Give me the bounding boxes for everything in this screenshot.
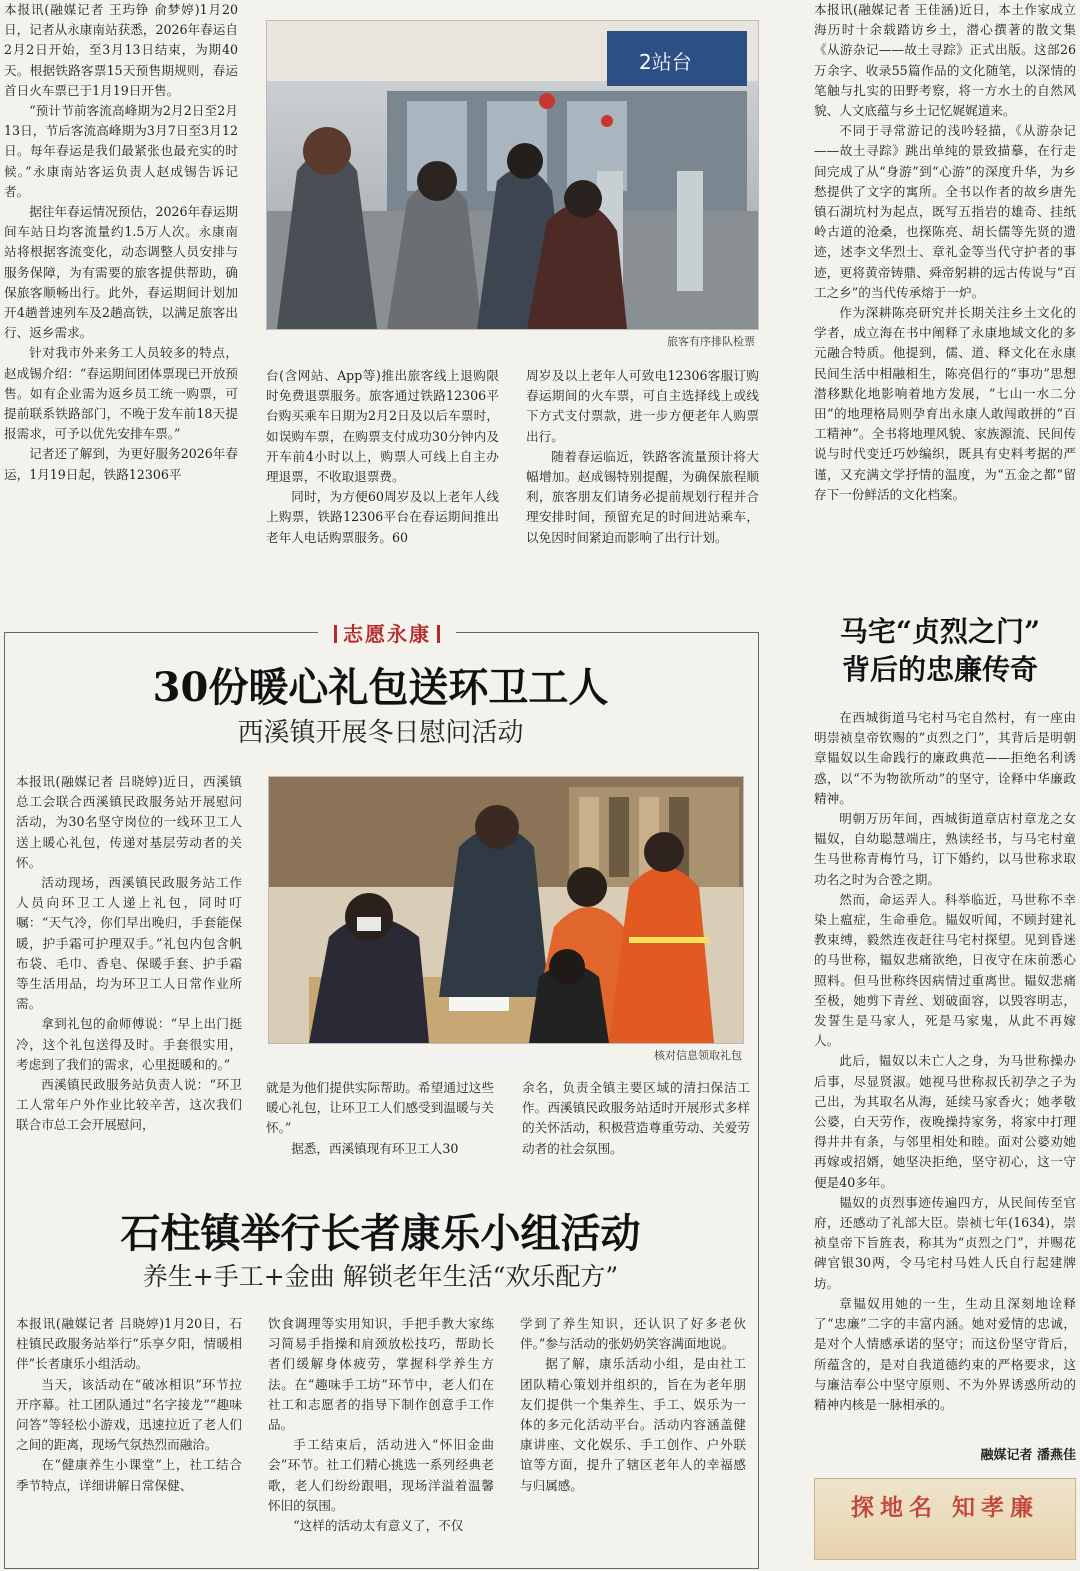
paragraph: “预计节前客流高峰期为2月2日至2月13日，节后客流高峰期为3月7日至3月12日。每年春运是我们最紧张也最充实的时候。”永康南站客运负责人赵成锡告诉记者。 xyxy=(4,103,238,199)
column-banner xyxy=(814,1478,1076,1560)
paragraph: 活动现场，西溪镇民政服务站工作人员向环卫工人递上礼包，同时叮嘱：“天气冷，你们早出晚归，手套能保暖，护手霜可护理双手。”礼包内包含帆布袋、毛巾、香皂、保暖手套、护手霜等生活用品，均为环卫工人日常作业所需。 xyxy=(16,875,242,1012)
paragraph: 明朝万历年间，西城街道章店村章龙之女韫奴，自幼聪慧端庄，熟读经书，与马宅村童生马世称青梅竹马，订下婚约，以马世称求取功名之时为合卺之期。 xyxy=(814,811,1076,887)
paragraph: 本报讯(融媒记者 吕晓婷)1月20日，石柱镇民政服务站举行“乐享夕阳，情暖相伴”长者康乐小组活动。 xyxy=(16,1316,242,1372)
paragraph: 韫奴的贞烈事迹传遍四方，从民间传至官府，还感动了礼部大臣。崇祯七年(1634)，崇祯皇帝下旨旌表，称其为“贞烈之门”，并赐花碑官银30两，令马宅村马姓人氏自行起建牌坊。 xyxy=(814,1194,1076,1291)
paragraph: 针对我市外来务工人员较多的特点，赵成锡介绍：“春运期间团体票现已开放预售。如有企业需为返乡员工统一购票，可提前联系铁路部门，不晚于发车前18天提报需求，可予以优先安排车票。” xyxy=(4,345,238,442)
paragraph: “这样的活动太有意义了，不仅 xyxy=(293,1518,464,1534)
paragraph: 章韫奴用她的一生，生动且深刻地诠释了“忠廉”二字的丰富内涵。她对爱情的忠诚，是对个人情感承诺的坚守；而这份坚守背后，所蕴含的，是对自我道德约束的严格要求，这与廉洁奉公中坚守原则、不为外界诱惑所动的精神内核是一脉相承的。 xyxy=(814,1295,1076,1412)
volunteer-photo xyxy=(268,776,744,1044)
section-tag xyxy=(318,618,456,647)
paragraph: 此后，韫奴以未亡人之身，为马世称操办后事，尽显贤淑。她视马世称叔氏初孕之子为己出，为其取名从海，延续马家香火；她孝敬公婆，白天劳作，夜晚操持家务，将家中打理得井井有条，与邻里相处和睦。面对公婆劝她再嫁或招婿，她坚决拒绝，坚守初心，这一守便是40多年。 xyxy=(814,1053,1076,1190)
paragraph: 据往年春运情况预估，2026年春运期间车站日均客流量约1.5万人次。永康南站将根据客流变化，动态调整人员安排与服务保障，为有需要的旅客提供帮助，确保旅客顺畅出行。此外，春运期间计划加开4趟普速列车及2趟高铁，以满足旅客出行、返乡需求。 xyxy=(4,204,238,341)
paragraph: 台(含网站、App等)推出旅客线上退购限时免费退票服务。旅客通过铁路12306平台购买乘车日期为2月2日及以后车票时，如误购车票，在购票支付成功30分钟内及开车前4小时以上，购票人可线上自主办理退票，不收取退票费。 xyxy=(266,368,499,485)
paragraph: 手工结束后，活动进入“怀旧金曲会”环节。社工们精心挑选一系列经典老歌，老人们纷纷跟唱，现场洋溢着温馨怀旧的氛围。 xyxy=(268,1437,494,1513)
platform-sign-text: 2站台 xyxy=(639,50,692,74)
volunteer-photo-caption: 核对信息领取礼包 xyxy=(654,1049,742,1062)
section-tag-label: 志愿永康 xyxy=(343,622,431,646)
paragraph: 本报讯(融媒记者 吕晓婷)近日，西溪镇总工会联合西溪镇民政服务站开展慰问活动，为30名坚守岗位的一线环卫工人送上暖心礼包，传递对基层劳动者的关怀。 xyxy=(16,774,242,870)
paragraph: 据了解，康乐活动小组，是由社工团队精心策划并组织的，旨在为老年朋友们提供一个集养生、手工、娱乐为一体的多元化活动平台。活动内容涵盖健康讲座、文化娱乐、手工创作、户外联谊等方面，提升了辖区老年人的幸福感与归属感。 xyxy=(520,1356,746,1493)
volunteer-headline: 30份暖心礼包送环卫工人 xyxy=(152,664,609,711)
paragraph: 就是为他们提供实际帮助。希望通过这些暖心礼包，让环卫工人们感受到温暖与关怀。” xyxy=(266,1080,494,1136)
volunteer-subhead: 西溪镇开展冬日慰问活动 xyxy=(237,718,524,748)
station-col1 xyxy=(4,0,238,570)
paragraph: 周岁及以上老年人可致电12306客服订购春运期间的火车票，可自主选择线上或线下方式支付票款，进一步方便老年人购票出行。 xyxy=(526,368,759,444)
paragraph: 记者还了解到，为更好服务2026年春运，1月19日起，铁路12306平 xyxy=(4,446,238,482)
paragraph: 本报讯(融媒记者 王佳涵)近日，本土作家成立海历时十余载踏访乡土，潜心撰著的散文集《从游杂记——故土寻踪》正式出版。这部26万余字、收录55篇作品的文化随笔，以深情的笔触与扎实的田野考察，将一方水土的自然风貌、人文底蕴与乡土记忆娓娓道来。 xyxy=(814,2,1076,119)
paragraph: 不同于寻常游记的浅吟轻描，《从游杂记——故土寻踪》跳出单纯的景致描摹，在行走间完成了从“身游”到“心游”的深度升华，为乡愁提供了文字的寓所。全书以作者的故乡唐先镇石湖坑村为起点，既写五指岩的雄奇、挂纸岭古道的沧桑，也探陈亮、胡长儒等先贤的遗迹，述李文华烈士、章礼金等当代守护者的事迹，更将黄帝铸鼎、舜帝躬耕的远古传说与“百工之乡”的当代传承熔于一炉。 xyxy=(814,123,1076,300)
volunteer-col2 xyxy=(266,1078,494,1178)
elder-col3 xyxy=(520,1314,746,1564)
station-photo-caption: 旅客有序排队检票 xyxy=(667,335,755,348)
volunteer-col3 xyxy=(522,1078,750,1178)
column-banner-text: 探地名 知孝廉 xyxy=(850,1494,1039,1521)
mazhai-headline-2: 背后的忠廉传奇 xyxy=(841,653,1038,686)
paragraph: 拿到礼包的俞师傅说：“早上出门挺冷，这个礼包送得及时。手套很实用，考虑到了我们的需求，心里挺暖和的。” xyxy=(16,1016,242,1072)
station-photo xyxy=(266,20,759,330)
paragraph: 学到了养生知识，还认识了好多老伙伴。”参与活动的张奶奶笑容满面地说。 xyxy=(520,1316,746,1352)
paragraph: 余名，负责全镇主要区域的清扫保洁工作。西溪镇民政服务站适时开展形式多样的关怀活动，积极营造尊重劳动、关爱劳动者的社会氛围。 xyxy=(522,1080,750,1156)
book-article xyxy=(814,0,1076,570)
mazhai-article xyxy=(814,708,1076,1440)
station-col2 xyxy=(266,366,499,571)
elder-col1 xyxy=(16,1314,242,1564)
mazhai-signature: 融媒记者 潘燕佳 xyxy=(980,1448,1076,1463)
elder-subhead: 养生+手工+金曲 解锁老年生活“欢乐配方” xyxy=(142,1262,619,1291)
paragraph: 同时，为方便60周岁及以上老年人线上购票，铁路12306平台在春运期间推出老年人电话购票服务。60 xyxy=(266,489,499,545)
paragraph: 随着春运临近，铁路客流量预计将大幅增加。赵成锡特别提醒，为确保旅程顺利，旅客朋友们请务必提前规划行程并合理安排时间，预留充足的时间进站乘车，以免因时间紧迫而影响了出行计划。 xyxy=(526,448,759,545)
elder-headline: 石柱镇举行长者康乐小组活动 xyxy=(120,1210,641,1257)
paragraph: 本报讯(融媒记者 王玙铮 俞梦婷)1月20日，记者从永康南站获悉，2026年春运自2月2日开始，至3月13日结束，为期40天。根据铁路客票15天预售期规则，春运首日火车票已于1月19日开售。 xyxy=(4,2,238,98)
mazhai-headline-1: 马宅“贞烈之门” xyxy=(839,615,1041,648)
volunteer-col1 xyxy=(16,772,242,1172)
paragraph: 当天，该活动在“破冰相识”环节拉开序幕。社工团队通过“名字接龙”“趣味问答”等轻松小游戏，迅速拉近了老人们之间的距离，现场气氛热烈而融洽。 xyxy=(16,1376,242,1453)
elder-col2 xyxy=(268,1314,494,1564)
paragraph: 在“健康养生小课堂”上，社工结合季节特点，详细讲解日常保健、 xyxy=(16,1457,242,1493)
station-col3 xyxy=(526,366,759,571)
paragraph: 在西城街道马宅村马宅自然村，有一座由明崇祯皇帝钦赐的“贞烈之门”，其背后是明朝章韫奴以生命践行的廉政典范——拒绝名利诱惑，以“不为物欲所动”的坚守，诠释中华廉政精神。 xyxy=(814,710,1076,806)
paragraph: 然而，命运弄人。科举临近，马世称不幸染上瘟症，生命垂危。韫奴听闻，不顾封建礼教束缚，毅然连夜赶往马宅村探望。见到昏迷的马世称，韫奴悲痛欲绝，日夜守在床前悉心照料。但马世称终因病情过重离世。韫奴悲痛至极，她剪下青丝、划破面容，以毁容明志，发誓生是马家人，死是马家鬼，从此不再嫁人。 xyxy=(814,891,1076,1049)
paragraph: 饮食调理等实用知识，手把手教大家练习简易手指操和肩颈放松技巧，帮助长者们缓解身体疲劳，掌握科学养生方法。在“趣味手工坊”环节中，老人们在社工和志愿者的指导下制作创意手工作品。 xyxy=(268,1316,494,1433)
paragraph: 据悉，西溪镇现有环卫工人30 xyxy=(291,1140,459,1156)
paragraph: 作为深耕陈亮研究并长期关注乡土文化的学者，成立海在书中阐释了永康地域文化的多元融合特质。他提到，儒、道、释文化在永康民间生活中相融相生，陈亮倡行的“事功”思想潜移默化地影响着地方发展，“七山一水二分田”的地理格局则孕育出永康人敢闯敢拼的“百工精神”。全书将地理风貌、家族源流、民间传说与时代变迁巧妙编织，既具有史料考据的严谨，又充满文学抒情的温度，为“五金之都”留存下一份鲜活的文化档案。 xyxy=(814,305,1076,502)
paragraph: 西溪镇民政服务站负责人说：“环卫工人常年户外作业比较辛苦，这次我们联合市总工会开展慰问， xyxy=(16,1077,242,1133)
